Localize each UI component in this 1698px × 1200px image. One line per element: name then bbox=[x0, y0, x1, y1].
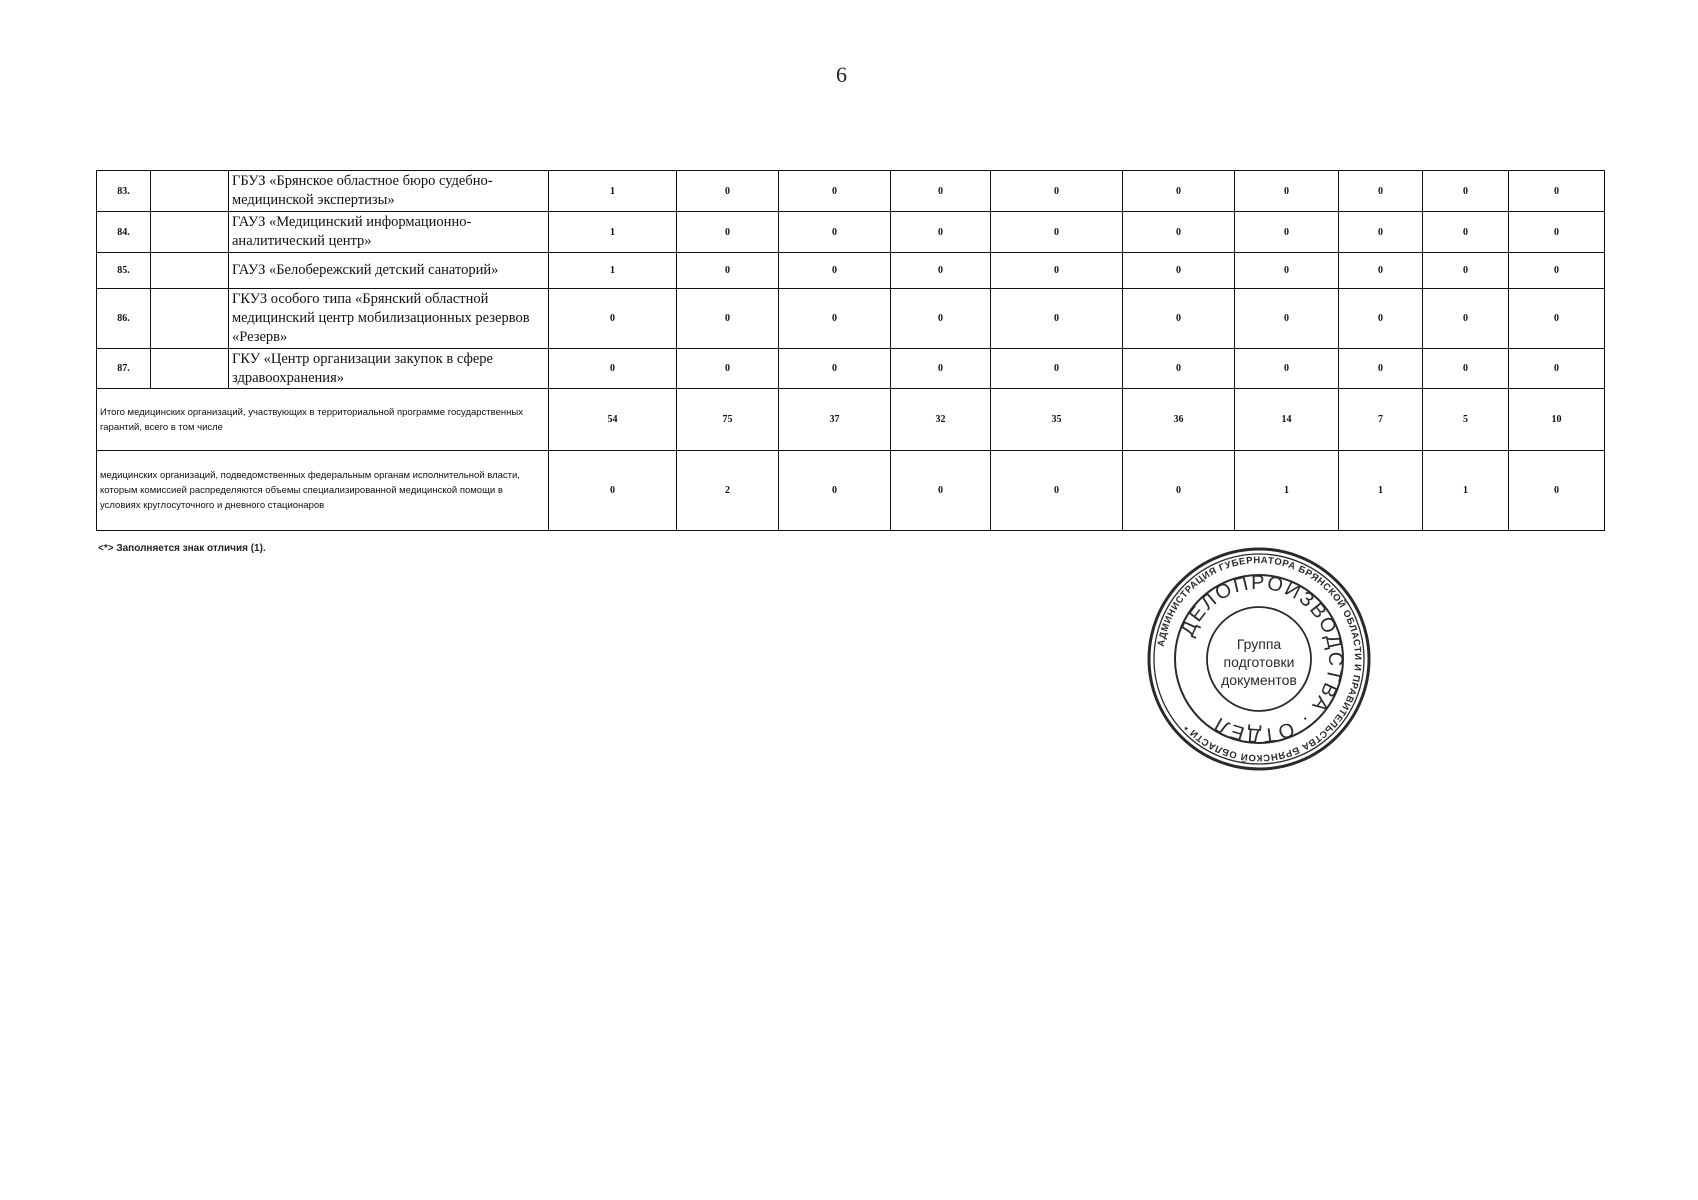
value-cell: 0 bbox=[779, 349, 891, 389]
value-cell: 0 bbox=[991, 349, 1123, 389]
value-cell: 0 bbox=[779, 289, 891, 349]
value-cell: 35 bbox=[991, 389, 1123, 451]
value-cell: 0 bbox=[677, 289, 779, 349]
empty-cell bbox=[151, 253, 229, 289]
organization-name: ГАУЗ «Белобережский детский санаторий» bbox=[229, 253, 549, 289]
value-cell: 0 bbox=[549, 289, 677, 349]
value-cell: 0 bbox=[1235, 289, 1339, 349]
federal-row bbox=[97, 451, 1605, 531]
row-number: 84. bbox=[97, 212, 151, 253]
value-cell: 0 bbox=[1509, 289, 1605, 349]
organization-name: ГАУЗ «Медицинский информационно-аналитический центр» bbox=[229, 212, 549, 253]
value-cell: 0 bbox=[1235, 253, 1339, 289]
total-row bbox=[97, 389, 1605, 451]
value-cell: 0 bbox=[1123, 253, 1235, 289]
value-cell: 0 bbox=[1339, 349, 1423, 389]
value-cell: 0 bbox=[1123, 171, 1235, 212]
svg-text:Группа: Группа bbox=[1236, 636, 1282, 652]
value-cell: 5 bbox=[1423, 389, 1509, 451]
value-cell: 0 bbox=[1123, 451, 1235, 531]
svg-text:АДМИНИСТРАЦИЯ ГУБЕРНАТОРА БРЯН: АДМИНИСТРАЦИЯ ГУБЕРНАТОРА БРЯНСКОЙ ОБЛАСТИ И ПРАВИТЕЛЬСТВА БРЯНСКОЙ ОБЛАСТИ * bbox=[1155, 554, 1364, 764]
footnote: <*> Заполняется знак отличия (1). bbox=[98, 543, 266, 554]
value-cell: 10 bbox=[1509, 389, 1605, 451]
value-cell: 0 bbox=[991, 451, 1123, 531]
value-cell: 7 bbox=[1339, 389, 1423, 451]
value-cell: 0 bbox=[1423, 289, 1509, 349]
official-seal bbox=[1145, 545, 1373, 773]
value-cell: 0 bbox=[991, 253, 1123, 289]
value-cell: 1 bbox=[549, 212, 677, 253]
value-cell: 1 bbox=[549, 253, 677, 289]
empty-cell bbox=[151, 349, 229, 389]
organization-name: ГБУЗ «Брянское областное бюро судебно-медицинской экспертизы» bbox=[229, 171, 549, 212]
value-cell: 14 bbox=[1235, 389, 1339, 451]
organization-name: ГКУЗ особого типа «Брянский областной медицинский центр мобилизационных резервов «Резерв» bbox=[229, 289, 549, 349]
row-number: 83. bbox=[97, 171, 151, 212]
value-cell: 0 bbox=[1509, 171, 1605, 212]
value-cell: 1 bbox=[549, 171, 677, 212]
value-cell: 1 bbox=[1423, 451, 1509, 531]
value-cell: 0 bbox=[549, 349, 677, 389]
value-cell: 0 bbox=[891, 253, 991, 289]
svg-text:документов: документов bbox=[1221, 672, 1297, 688]
value-cell: 75 bbox=[677, 389, 779, 451]
value-cell: 0 bbox=[1509, 349, 1605, 389]
value-cell: 54 bbox=[549, 389, 677, 451]
table-row bbox=[97, 289, 1605, 349]
value-cell: 0 bbox=[991, 171, 1123, 212]
federal-row-label: медицинских организаций, подведомственных федеральным органам исполнительной власти, которым комиссией распределяются объемы специализированной медицинской помощи в условиях круглосуточного и дневного стационаров bbox=[97, 451, 549, 531]
empty-cell bbox=[151, 171, 229, 212]
value-cell: 2 bbox=[677, 451, 779, 531]
value-cell: 0 bbox=[1235, 212, 1339, 253]
value-cell: 0 bbox=[677, 212, 779, 253]
row-number: 87. bbox=[97, 349, 151, 389]
table-row bbox=[97, 253, 1605, 289]
value-cell: 0 bbox=[677, 253, 779, 289]
value-cell: 0 bbox=[1339, 253, 1423, 289]
value-cell: 32 bbox=[891, 389, 991, 451]
value-cell: 0 bbox=[991, 289, 1123, 349]
value-cell: 0 bbox=[1339, 171, 1423, 212]
total-row-label: Итого медицинских организаций, участвующих в территориальной программе государственных гарантий, всего в том числе bbox=[97, 389, 549, 451]
value-cell: 0 bbox=[1123, 289, 1235, 349]
value-cell: 0 bbox=[1423, 253, 1509, 289]
value-cell: 0 bbox=[779, 212, 891, 253]
svg-text:подготовки: подготовки bbox=[1223, 654, 1295, 670]
svg-text:ДЕЛОПРОИЗВОДСТВА · ОТДЕЛ: ДЕЛОПРОИЗВОДСТВА · ОТДЕЛ bbox=[1176, 571, 1347, 747]
row-number: 86. bbox=[97, 289, 151, 349]
value-cell: 0 bbox=[891, 171, 991, 212]
value-cell: 0 bbox=[779, 253, 891, 289]
empty-cell bbox=[151, 212, 229, 253]
value-cell: 0 bbox=[891, 451, 991, 531]
value-cell: 0 bbox=[1123, 349, 1235, 389]
value-cell: 0 bbox=[1509, 212, 1605, 253]
organization-name: ГКУ «Центр организации закупок в сфере здравоохранения» bbox=[229, 349, 549, 389]
value-cell: 36 bbox=[1123, 389, 1235, 451]
value-cell: 0 bbox=[1423, 212, 1509, 253]
value-cell: 0 bbox=[1423, 349, 1509, 389]
table-row bbox=[97, 171, 1605, 212]
table-row bbox=[97, 349, 1605, 389]
organizations-table bbox=[96, 170, 1605, 531]
value-cell: 0 bbox=[779, 451, 891, 531]
value-cell: 0 bbox=[891, 289, 991, 349]
value-cell: 0 bbox=[1235, 349, 1339, 389]
row-number: 85. bbox=[97, 253, 151, 289]
value-cell: 0 bbox=[891, 212, 991, 253]
value-cell: 37 bbox=[779, 389, 891, 451]
value-cell: 0 bbox=[549, 451, 677, 531]
table-row bbox=[97, 212, 1605, 253]
value-cell: 0 bbox=[779, 171, 891, 212]
value-cell: 0 bbox=[677, 349, 779, 389]
value-cell: 0 bbox=[991, 212, 1123, 253]
value-cell: 0 bbox=[1509, 451, 1605, 531]
value-cell: 0 bbox=[1509, 253, 1605, 289]
value-cell: 0 bbox=[1123, 212, 1235, 253]
value-cell: 0 bbox=[891, 349, 991, 389]
page-number: 6 bbox=[836, 62, 847, 87]
value-cell: 0 bbox=[1339, 289, 1423, 349]
value-cell: 1 bbox=[1235, 451, 1339, 531]
value-cell: 0 bbox=[677, 171, 779, 212]
value-cell: 0 bbox=[1235, 171, 1339, 212]
value-cell: 1 bbox=[1339, 451, 1423, 531]
empty-cell bbox=[151, 289, 229, 349]
value-cell: 0 bbox=[1339, 212, 1423, 253]
value-cell: 0 bbox=[1423, 171, 1509, 212]
